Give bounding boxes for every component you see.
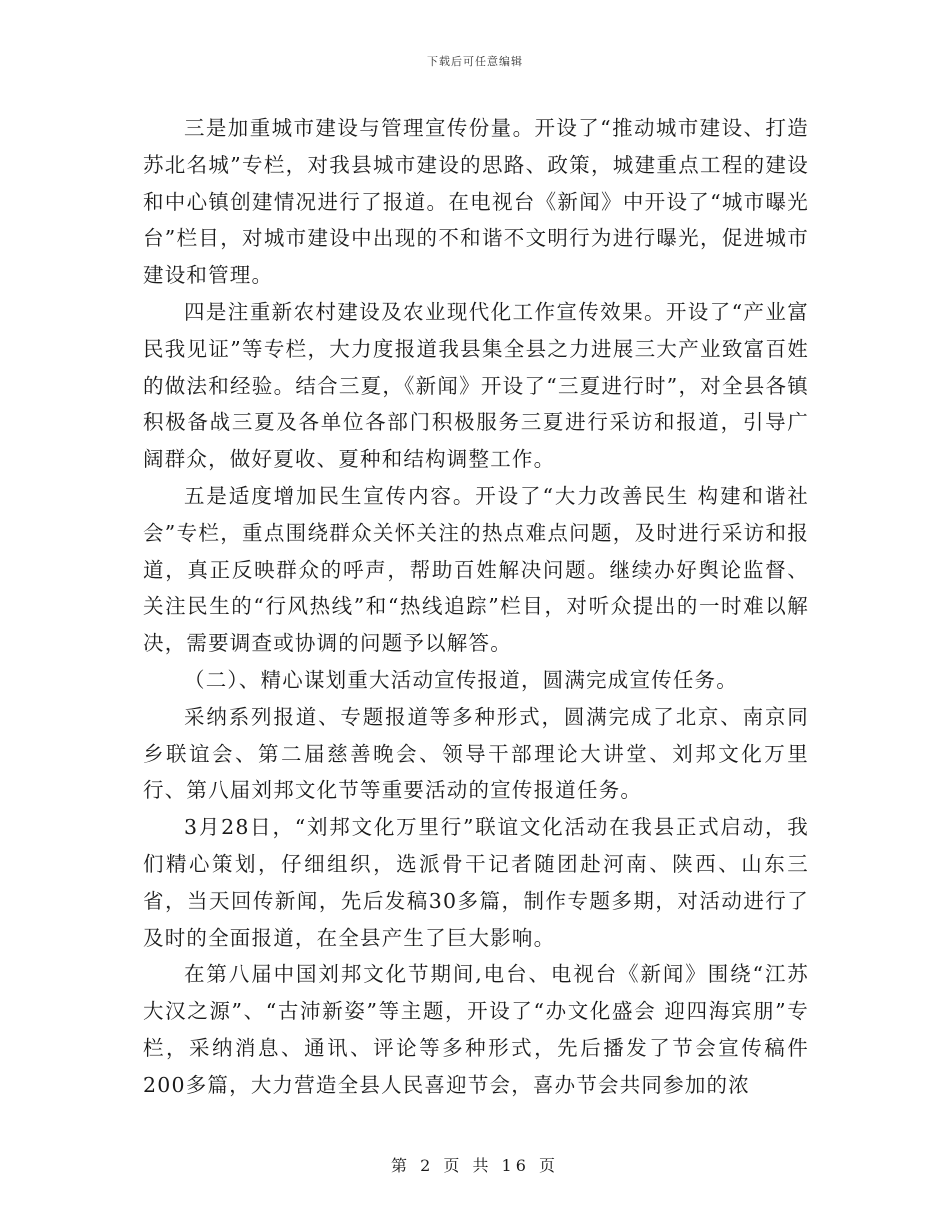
document-body xyxy=(143,110,809,1104)
paragraph-liubang-tour: 3月28日，“刘邦文化万里行”联谊文化活动在我县正式启动，我们精心策划，仔细组织，选派骨干记者随团赴河南、陕西、山东三省，当天回传新闻，先后发稿30多篇，制作专题多期，对活动进行了及时的全面报道，在全县产生了巨大影响。 xyxy=(143,815,809,950)
paragraph-series-reports: 采纳系列报道、专题报道等多种形式，圆满完成了北京、南京同乡联谊会、第二届慈善晚会、领导干部理论大讲堂、刘邦文化万里行、第八届刘邦文化节等重要活动的宣传报道任务。 xyxy=(143,704,809,803)
page-number-footer: 第 2 页 共 16 页 xyxy=(391,1156,559,1175)
paragraph-culture-festival: 在第八届中国刘邦文化节期间,电台、电视台《新闻》围绕“江苏大汉之源”、“古沛新姿”等主题，开设了“办文化盛会 迎四海宾朋”专栏，采纳消息、通讯、评论等多种形式，先后播发了节会宣传稿件200多篇，大力营造全县人民喜迎节会，喜办节会共同参加的浓 xyxy=(143,962,809,1097)
paragraph-rural-construction: 四是注重新农村建设及农业现代化工作宣传效果。开设了“产业富民我见证”等专栏，大力度报道我县集全县之力进展三大产业致富百姓的做法和经验。结合三夏，《新闻》开设了“三夏进行时”，对全县各镇积极备战三夏及各单位各部门积极服务三夏进行采访和报道，引导广阔群众，做好夏收、夏种和结构调整工作。 xyxy=(143,299,809,472)
paragraph-urban-construction: 三是加重城市建设与管理宣传份量。开设了“推动城市建设、打造苏北名城”专栏，对我县城市建设的思路、政策，城建重点工程的建设和中心镇创建情况进行了报道。在电视台《新闻》中开设了“城市曝光台”栏目，对城市建设中出现的不和谐不文明行为进行曝光，促进城市建设和管理。 xyxy=(143,116,809,288)
paragraph-livelihood: 五是适度增加民生宣传内容。开设了“大力改善民生 构建和谐社会”专栏，重点围绕群众关怀关注的热点难点问题，及时进行采访和报道，真正反映群众的呼声，帮助百姓解决问题。继续办好舆论监督、关注民生的“行风热线”和“热线追踪”栏目，对听众提出的一时难以解决，需要调查或协调的问题予以解答。 xyxy=(143,483,809,656)
header-note: 下载后可任意编辑 xyxy=(427,55,523,68)
section-heading-major-events: （二）、精心谋划重大活动宣传报道，圆满完成宣传任务。 xyxy=(184,667,738,692)
